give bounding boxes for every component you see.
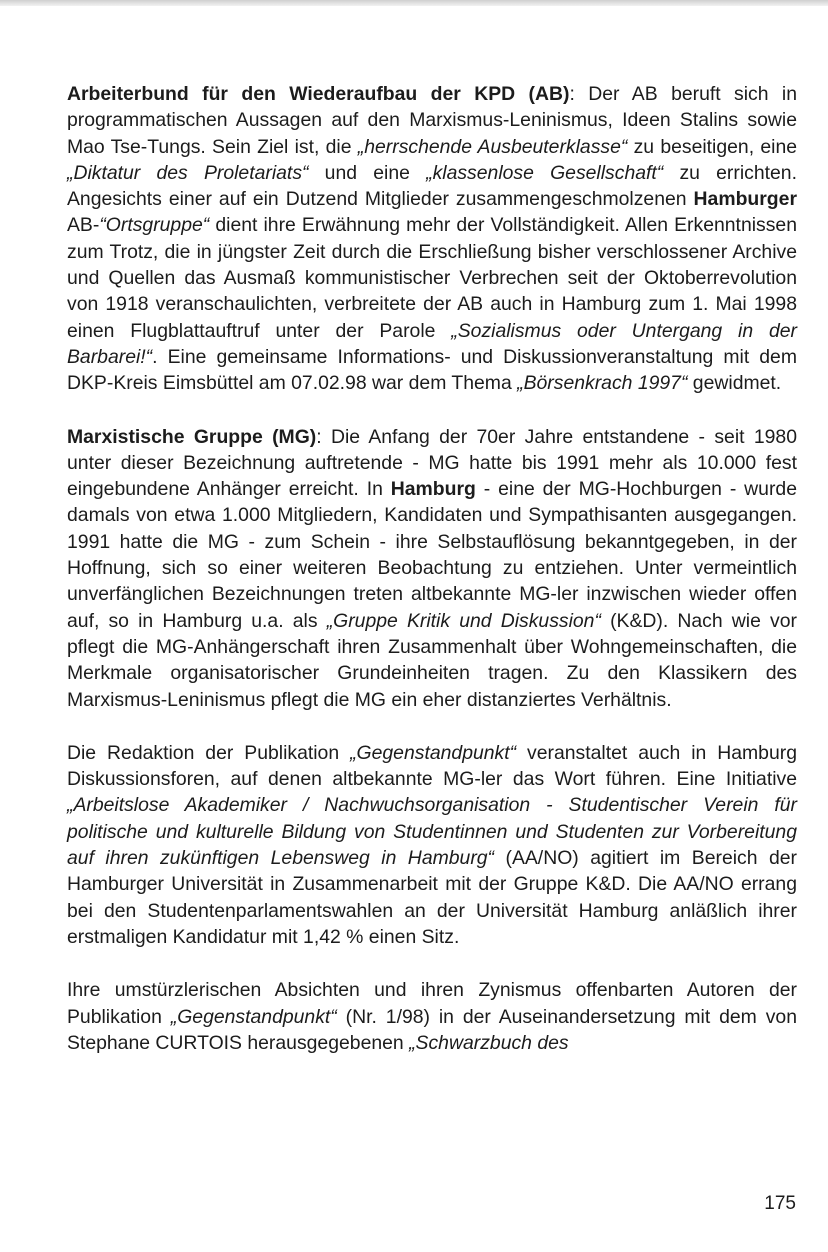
paragraph-zynismus	[67, 977, 797, 1056]
text-run: gewidmet.	[687, 372, 782, 395]
italic-quote: „Arbeitslose Akademiker / Nachwuchsorganisation - Studentischer Verein für politische und kulturelle Bildung von Studentinnen und Studenten zur Vorbereitung auf ihren zukünftigen Lebensweg in Hamburg“	[67, 794, 797, 870]
text-run: Ihre umstürzlerischen Absichten und ihren Zynismus offenbarten Autoren der Publikation	[67, 979, 797, 1028]
paragraph-mg	[67, 424, 797, 713]
italic-quote: „klassenlose Gesellschaft“	[426, 161, 664, 184]
text-run: (K&D). Nach wie vor pflegt die MG-Anhängerschaft ihren Zusammenhalt über Wohngemeinschaften, die Merkmale organisatorischer Grundeinheiten tragen. Zu den Klassikern des Marxismus-Leninismus pflegt die MG ein eher distanziertes Verhältnis.	[67, 609, 797, 711]
italic-quote: „Schwarzbuch des	[409, 1031, 569, 1054]
text-run: zu beseitigen, eine	[627, 135, 798, 158]
text-run: : Die Anfang der 70er Jahre entstandene - seit 1980 unter dieser Bezeichnung auftretende - MG hatte bis 1991 mehr als 10.000 fest eingebundene Anhänger erreicht. In	[67, 425, 797, 501]
italic-quote: „Gegenstandpunkt“	[350, 741, 517, 764]
italic-quote: „Gegenstandpunkt“	[170, 1005, 337, 1028]
italic-quote: „Gruppe Kritik und Diskussion“	[326, 609, 601, 632]
bold-term: Hamburg	[390, 478, 476, 501]
text-run: dient ihre Erwähnung mehr der Vollständigkeit. Allen Erkenntnissen zum Trotz, die in jüngster Zeit durch die Erschließung bisher verschlossener Archive und Quellen das Ausmaß kommunistischer Verbrechen seit der Oktoberrevolution von 1918 veranschaulichten, verbreitete der AB auch in Hamburg zum 1. Mai 1998 einen Flugblattauftruf unter der Parole	[67, 214, 797, 342]
text-run: AB-	[67, 214, 100, 237]
page-number: 175	[764, 1193, 796, 1214]
italic-quote: „Sozialismus oder Untergang in der Barbarei!“	[67, 319, 798, 368]
text-run: - eine der MG-Hochburgen - wurde damals von etwa 1.000 Mitgliedern, Kandidaten und Sympathisanten ausgegangen. 1991 hatte die MG - zum Schein - ihre Selbstauflösung bekanntgegeben, in der Hoffnung, sich so einer weiteren Beobachtung zu entziehen. Unter vermeintlich unverfänglichen Bezeichnungen treten altbekannte MG-ler inzwischen wieder offen auf, so in Hamburg u.a. als	[67, 478, 797, 632]
italic-quote: „herrschende Ausbeuterklasse“	[357, 135, 628, 158]
bold-term: Hamburger	[693, 188, 797, 211]
italic-quote: „Börsenkrach 1997“	[517, 372, 688, 395]
text-run: Die Redaktion der Publikation	[67, 741, 351, 764]
paragraph-ab	[67, 81, 797, 397]
text-run: (Nr. 1/98) in der Auseinandersetzung mit dem von Stephane CURTOIS herausgegebenen	[67, 1005, 797, 1054]
italic-quote: “Ortsgruppe“	[99, 214, 210, 237]
text-run: . Eine gemeinsame Informations- und Diskussionveranstaltung mit dem DKP-Kreis Eimsbüttel am 07.02.98 war dem Thema	[67, 345, 797, 395]
bold-term: Marxistische Gruppe (MG)	[67, 425, 317, 448]
italic-quote: „Diktatur des Proletariats“	[67, 161, 309, 184]
scan-top-edge	[0, 0, 828, 6]
page-body	[67, 81, 797, 1083]
text-run: und eine	[308, 161, 427, 184]
bold-term: Arbeiterbund für den Wiederaufbau der KPD (AB)	[67, 83, 570, 105]
text-run: : Der AB beruft sich in programmatischen Aussagen auf den Marxismus-Leninismus, Ideen Stalins sowie Mao Tse-Tungs. Sein Ziel ist, die	[67, 83, 798, 158]
text-run: zu errichten. Angesichts einer auf ein Dutzend Mitglieder zusammengeschmolzenen	[67, 161, 797, 211]
paragraph-gegenstandpunkt	[67, 740, 797, 950]
text-run: veranstaltet auch in Hamburg Diskussionsforen, auf denen altbekannte MG-ler das Wort führen. Eine Initiative	[67, 741, 797, 791]
text-run: (AA/NO) agitiert im Bereich der Hamburger Universität in Zusammenarbeit mit der Gruppe K&D. Die AA/NO errang bei den Studentenparlamentswahlen an der Universität Hamburg anläßlich ihrer erstmaligen Kandidatur mit 1,42 % einen Sitz.	[67, 847, 797, 948]
